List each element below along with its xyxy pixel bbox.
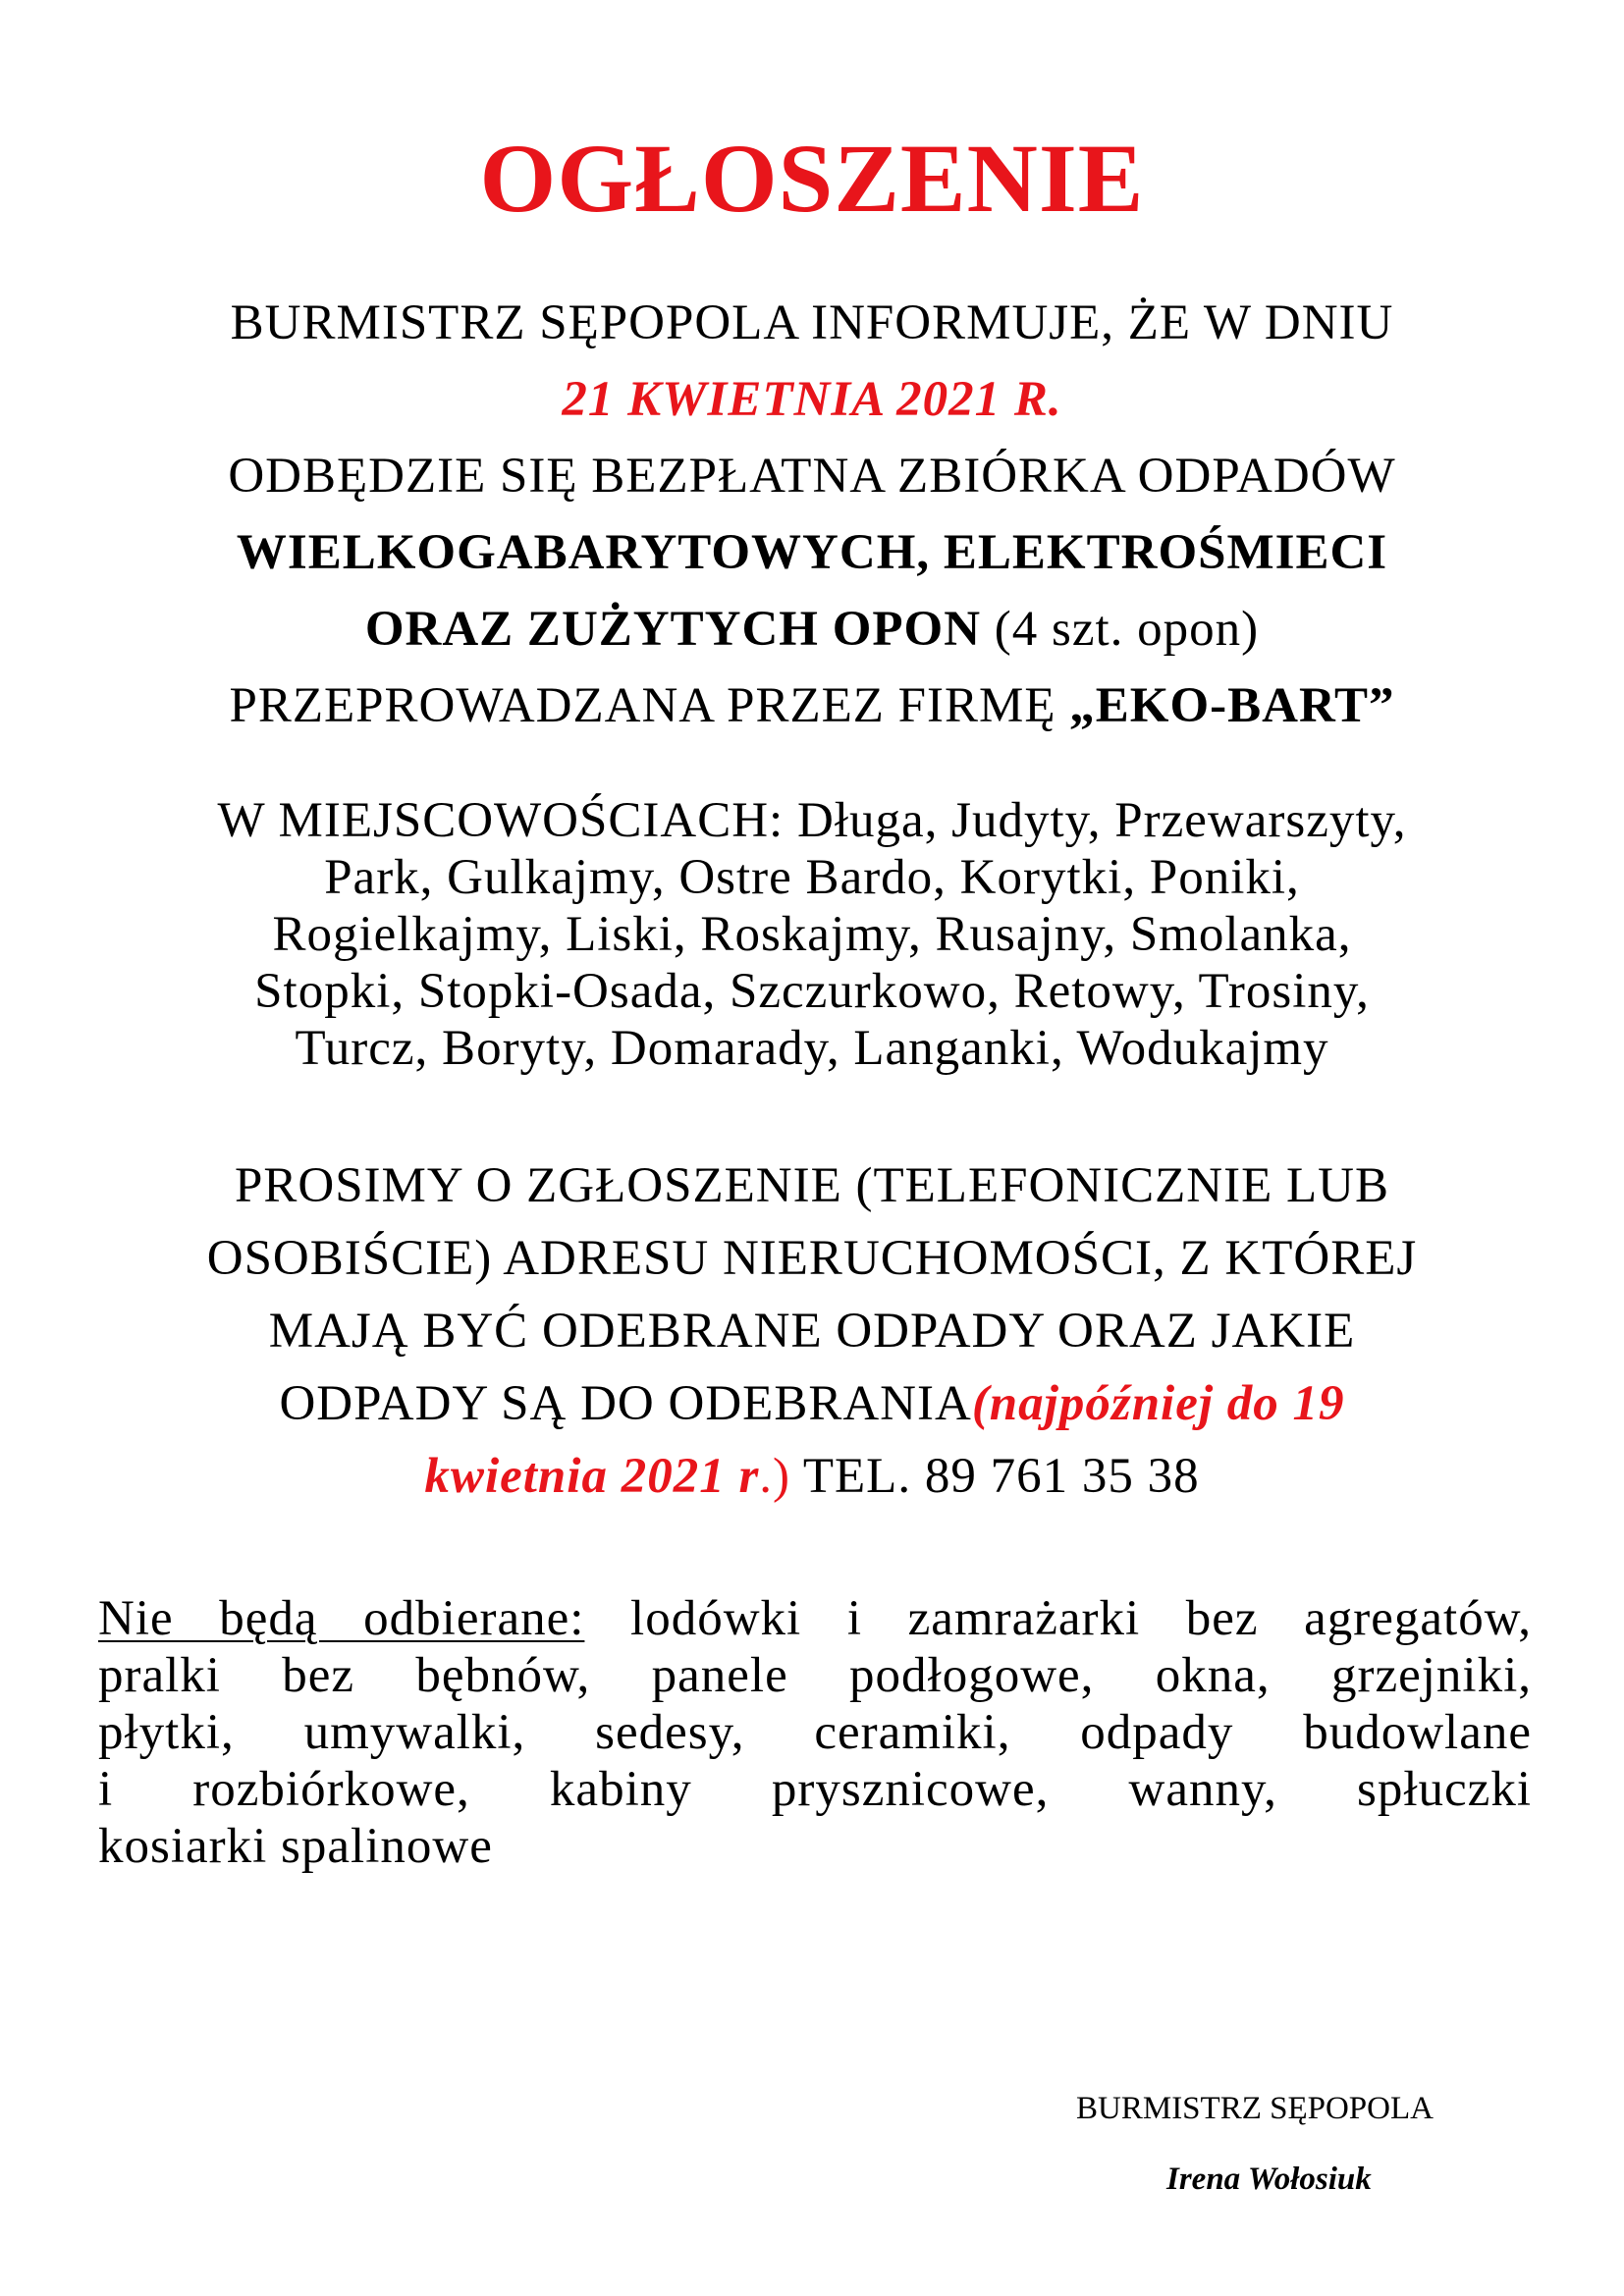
places-block: [98, 792, 1526, 1077]
request-line-1: PROSIMY O ZGŁOSZENIE (TELEFONICZNIE LUB: [234, 1158, 1390, 1213]
deadline-text-1: (najpóźniej do 19: [971, 1376, 1345, 1431]
request-line-4: [98, 1367, 1526, 1440]
intro-line-1: BURMISTRZ SĘPOPOLA INFORMUJE, ŻE W DNIU: [230, 295, 1394, 350]
used-tires-text: ORAZ ZUŻYTYCH OPON: [364, 602, 982, 657]
company-line: [98, 667, 1526, 744]
intro-block: [98, 285, 1526, 744]
request-line-3: MAJĄ BYĆ ODEBRANE ODPADY ORAZ JAKIE: [268, 1304, 1356, 1359]
deadline-dot: .: [759, 1449, 774, 1504]
request-line-2: OSOBIŚCIE) ADRESU NIERUCHOMOŚCI, Z KTÓREJ: [206, 1231, 1418, 1286]
signature-name: Irena Wołosiuk: [1166, 2162, 1372, 2197]
exclusions-line-4: i rozbiórkowe, kabiny prysznicowe, wanny, spłuczki: [98, 1762, 1532, 1817]
tires-line: [98, 591, 1526, 667]
exclusions-label: Nie będą odbierane:: [98, 1591, 585, 1646]
request-line-4-text: ODPADY SĄ DO ODEBRANIA: [279, 1376, 972, 1431]
signature-title: BURMISTRZ SĘPOPOLA: [1076, 2091, 1434, 2126]
request-line-5: [98, 1440, 1526, 1513]
places-line-1: W MIEJSCOWOŚCIACH: Długa, Judyty, Przewarszyty,: [217, 793, 1407, 848]
places-line-4: Stopki, Stopki-Osada, Szczurkowo, Retowy, Trosiny,: [254, 964, 1370, 1019]
intro-line-3: ODBĘDZIE SIĘ BEZPŁATNA ZBIÓRKA ODPADÓW: [228, 449, 1396, 504]
page-title: OGŁOSZENIE: [479, 124, 1145, 233]
waste-types-line: WIELKOGABARYTOWYCH, ELEKTROŚMIECI: [236, 525, 1388, 580]
places-line-3: Rogielkajmy, Liski, Roskajmy, Rusajny, Smolanka,: [272, 907, 1352, 962]
deadline-text-2: kwietnia 2021 r: [424, 1449, 760, 1504]
company-name: „EKO-BART”: [1069, 678, 1395, 733]
tires-limit-text: (4 szt. opon): [981, 602, 1260, 657]
exclusions-line-1-text: lodówki i zamrażarki bez agregatów,: [584, 1591, 1532, 1646]
exclusions-line-1: [98, 1590, 1532, 1647]
exclusions-line-3: płytki, umywalki, sedesy, ceramiki, odpady budowlane: [98, 1705, 1532, 1760]
phone-number: TEL. 89 761 35 38: [790, 1449, 1200, 1504]
exclusions-block: [98, 1590, 1532, 1875]
exclusions-line-2: pralki bez bębnów, panele podłogowe, okna, grzejniki,: [98, 1648, 1532, 1703]
request-block: [98, 1149, 1526, 1513]
company-prefix: PRZEPROWADZANA PRZEZ FIRMĘ: [229, 678, 1070, 733]
exclusions-line-5: kosiarki spalinowe: [98, 1819, 493, 1874]
places-line-5: Turcz, Boryty, Domarady, Langanki, Wodukajmy: [295, 1021, 1329, 1076]
places-line-2: Park, Gulkajmy, Ostre Bardo, Korytki, Poniki,: [324, 850, 1300, 905]
deadline-close-paren: ): [773, 1449, 791, 1504]
collection-date: 21 KWIETNIA 2021 R.: [562, 372, 1062, 427]
